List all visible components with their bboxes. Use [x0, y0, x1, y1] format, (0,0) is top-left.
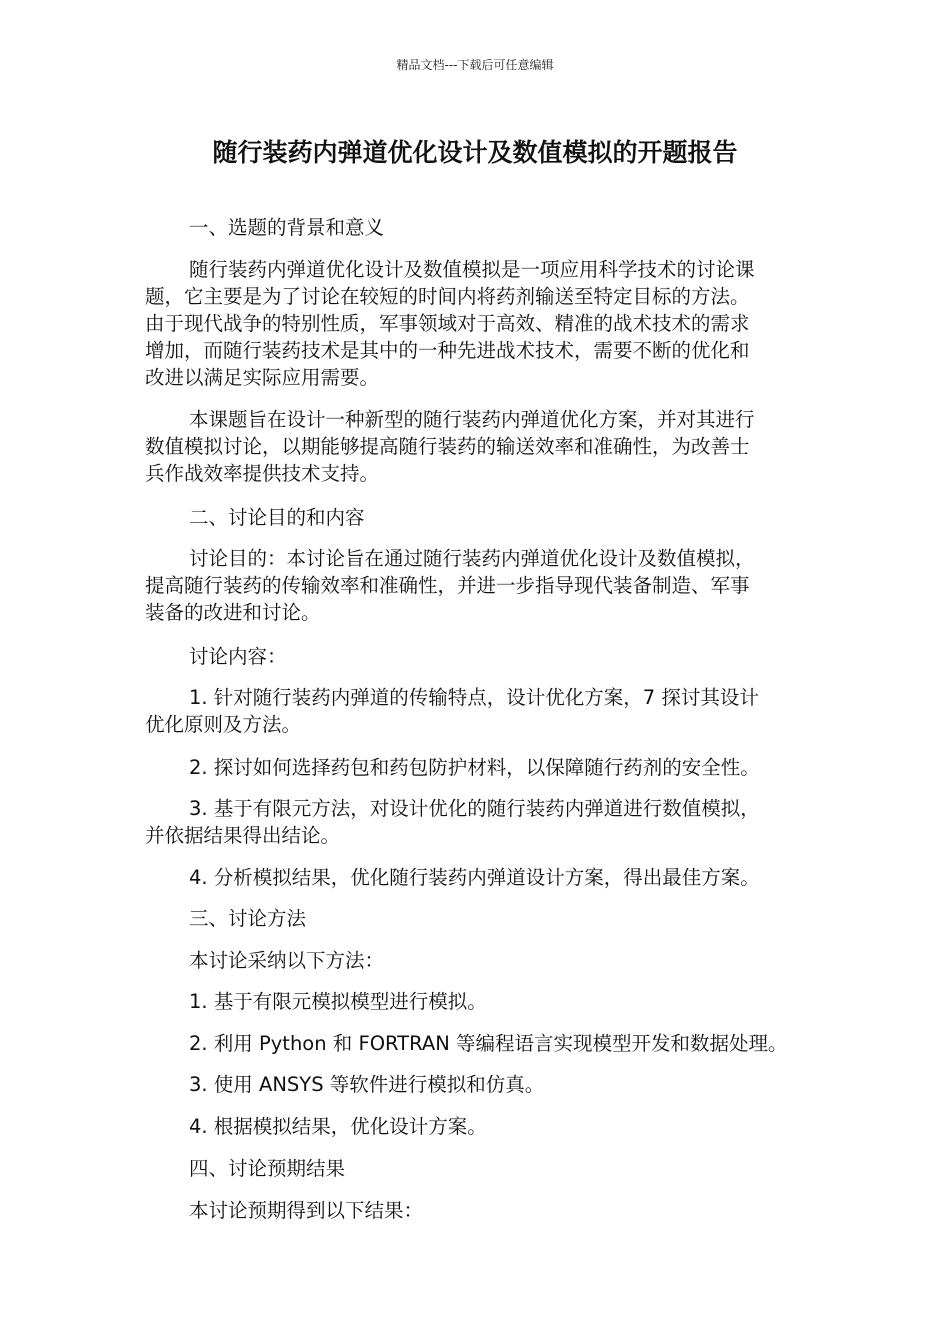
section-3-item-4: 4. 根据模拟结果，优化设计方案。	[189, 1115, 487, 1138]
text-line: 由于现代战争的特别性质，军事领域对于高效、精准的战术技术的需求	[145, 312, 750, 335]
text-line: 装备的改进和讨论。	[145, 601, 321, 624]
text-line: 并依据结果得出结论。	[145, 824, 341, 847]
section-2-heading: 二、讨论目的和内容	[189, 506, 365, 529]
section-3-item-2: 2. 利用 Python 和 FORTRAN 等编程语言实现模型开发和数据处理。	[189, 1032, 788, 1055]
section-1-paragraph-2	[145, 406, 815, 487]
text-line: 随行装药内弹道优化设计及数值模拟是一项应用科学技术的讨论课	[189, 258, 755, 281]
text-line: 1. 针对随行装药内弹道的传输特点，设计优化方案，7 探讨其设计	[189, 686, 759, 709]
page-header: 精品文档---下载后可任意编辑	[396, 58, 554, 72]
text-line: 兵作战效率提供技术支持。	[145, 462, 380, 485]
text-line: 3. 基于有限元方法，对设计优化的随行装药内弹道进行数值模拟，	[189, 797, 760, 820]
text-line: 改进以满足实际应用需要。	[145, 366, 380, 389]
section-4-heading: 四、讨论预期结果	[189, 1157, 346, 1180]
text-line: 优化原则及方法。	[145, 713, 302, 736]
text-line: 增加，而随行装药技术是其中的一种先进战术技术，需要不断的优化和	[145, 339, 750, 362]
text-line: 本课题旨在设计一种新型的随行装药内弹道优化方案，并对其进行	[189, 408, 755, 431]
text-line: 题，它主要是为了讨论在较短的时间内将药剂输送至特定目标的方法。	[145, 285, 750, 308]
text-line: 数值模拟讨论，以期能够提高随行装药的输送效率和准确性，为改善士	[145, 435, 750, 458]
section-2-item-4: 4. 分析模拟结果，优化随行装药内弹道设计方案，得出最佳方案。	[189, 866, 760, 889]
section-2-item-1	[145, 684, 815, 738]
section-1-paragraph-1	[145, 256, 815, 391]
text-line: 提高随行装药的传输效率和准确性，并进一步指导现代装备制造、军事	[145, 574, 750, 597]
section-3-heading: 三、讨论方法	[189, 907, 307, 930]
section-4-intro: 本讨论预期得到以下结果：	[189, 1199, 424, 1222]
section-1-heading: 一、选题的背景和意义	[189, 216, 385, 239]
section-2-goal	[145, 545, 815, 626]
section-2-item-2: 2. 探讨如何选择药包和药包防护材料，以保障随行药剂的安全性。	[189, 756, 760, 779]
document-title: 随行装药内弹道优化设计及数值模拟的开题报告	[212, 138, 738, 167]
section-2-content-label: 讨论内容：	[189, 645, 287, 668]
section-3-item-3: 3. 使用 ANSYS 等软件进行模拟和仿真。	[189, 1073, 545, 1096]
section-3-intro: 本讨论采纳以下方法：	[189, 949, 385, 972]
section-2-item-3	[145, 795, 815, 849]
section-3-item-1: 1. 基于有限元模拟模型进行模拟。	[189, 990, 487, 1013]
text-line: 讨论目的：本讨论旨在通过随行装药内弹道优化设计及数值模拟，	[189, 547, 755, 570]
